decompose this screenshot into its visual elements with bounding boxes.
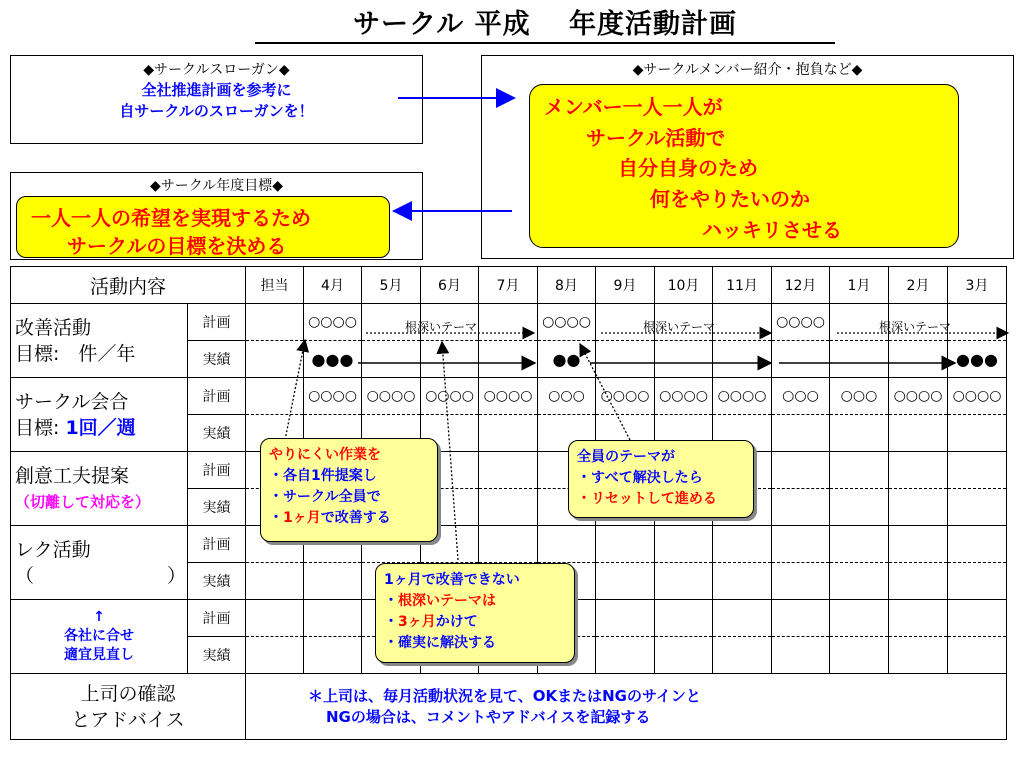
callout3-bullet-a: ・ [384,593,398,609]
callout1-one-month: 1ヶ月 [283,510,321,526]
boss-label1: 上司の確認 [80,682,176,705]
adjust-line1: 各社に合せ [64,628,134,644]
slogan-line1: 全社推進計画を参考に [141,81,292,99]
rec-paren: （ ） [15,564,187,587]
month-11: 11月 [713,267,772,304]
meeting-label: サークル会合 [15,390,129,413]
meeting-plan-aug: ○○○ [538,378,596,415]
plan-label: 計画 [188,452,246,489]
kaizen-plan-apr: ○○○○ [304,304,362,341]
kaizen-plan-dec: ○○○○ [772,304,830,341]
month-2: 2月 [889,267,948,304]
kaizen-result-apr: ●●● [304,341,362,378]
meeting-plan-jul: ○○○○ [479,378,538,415]
callout3-kakete: かけて [435,614,478,630]
meeting-plan-jan: ○○○ [830,378,889,415]
month-5: 5月 [362,267,421,304]
pointer-callout3 [442,342,458,560]
goal-header: ◆サークル年度目標◆ [149,178,284,194]
callout1-line3: ・サークル全員で [269,489,381,505]
callout3-three-months: 3ヶ月 [398,614,436,630]
callout3-line2 [384,591,566,612]
meeting-plan-feb: ○○○○ [889,378,948,415]
callout1-line2: ・各自1件提案し [269,468,377,484]
meeting-plan-nov: ○○○○ [713,378,772,415]
month-3: 3月 [948,267,1007,304]
meeting-plan-apr: ○○○○ [304,378,362,415]
members-line4: 何をやりたいのか [650,187,810,211]
month-9: 9月 [596,267,655,304]
goal-line2: サークルの目標を決める [67,234,287,258]
plan-label: 計画 [188,378,246,415]
members-line2: サークル活動で [586,126,726,150]
callout-monthly-kaizen [260,438,438,542]
adjust-arrow: ↑ [93,609,105,625]
callout1-tail: で改善する [320,510,391,526]
callout1-line4 [269,508,429,529]
idea-note: （切離して対応を） [15,492,151,511]
members-line3: 自分自身のため [618,156,758,180]
month-12: 12月 [772,267,830,304]
callout3-line1: 1ヶ月で改善できない [384,572,520,588]
result-label: 実績 [188,489,246,526]
meeting-plan-may: ○○○○ [362,378,421,415]
result-label: 実績 [188,415,246,452]
result-label: 実績 [188,563,246,600]
month-6: 6月 [421,267,479,304]
plan-label: 計画 [188,304,246,341]
month-10: 10月 [655,267,713,304]
boss-note1: ＊上司は、毎月活動状況を見て、OKまたはNGのサインと [308,686,701,705]
meeting-target-prefix: 目標: [15,416,60,439]
kaizen-theme-label-3: 根深いテーマ [879,320,952,334]
callout3-bullet-b: ・ [384,614,398,630]
plan-label: 計画 [188,600,246,637]
slogan-header: ◆サークルスローガン◆ [143,62,290,78]
page-title: サークル 平成 年度活動計画 [255,8,835,44]
kaizen-target: 目標: 件／年 [15,342,136,365]
callout2-line2: ・すべて解決したら [577,470,703,486]
kaizen-result-mar: ●●● [948,341,1007,378]
meeting-target-value: 1回／週 [65,416,136,439]
month-8: 8月 [538,267,596,304]
month-7: 7月 [479,267,538,304]
callout2-line3: ・リセットして進める [577,491,717,507]
meeting-plan-jun: ○○○○ [421,378,479,415]
result-label: 実績 [188,637,246,674]
adjust-line2: 適宜見直し [64,647,134,663]
callout3-line3 [384,612,566,633]
members-line1: メンバー一人一人が [544,95,723,119]
kaizen-result-aug: ●● [538,341,596,378]
kaizen-theme-label-1: 根深いテーマ [405,320,478,334]
result-label: 実績 [188,341,246,378]
goal-line1: 一人一人の希望を実現するため [31,206,311,230]
callout1-bullet: ・ [269,510,283,526]
kaizen-label: 改善活動 [15,316,92,339]
boss-note2: NGの場合は、コメントやアドバイスを記録する [326,707,651,726]
kaizen-plan-aug: ○○○○ [538,304,596,341]
callout3-deep-theme: 根深いテーマは [398,593,496,609]
callout3-line4: ・確実に解決する [384,635,496,651]
pointer-callout1 [285,340,305,440]
rec-label: レク活動 [15,538,91,561]
pointer-callout2 [580,344,630,440]
members-line5: ハッキリさせる [702,218,842,242]
meeting-plan-mar: ○○○○ [948,378,1007,415]
meeting-plan-oct: ○○○○ [655,378,713,415]
meeting-plan-sep: ○○○○ [596,378,655,415]
meeting-plan-dec: ○○○ [772,378,830,415]
month-4: 4月 [304,267,362,304]
callout-reset-themes [568,440,754,518]
members-header: ◆サークルメンバー紹介・抱負など◆ [632,62,863,78]
callout1-line1: やりにくい作業を [269,447,381,463]
month-1: 1月 [830,267,889,304]
owner-header: 担当 [246,267,304,304]
callout2-line1: 全員のテーマが [577,449,675,465]
slogan-line2: 自サークルのスローガンを！ [119,102,314,120]
activity-header: 活動内容 [11,267,246,304]
callout-deep-themes [375,563,575,663]
idea-label: 創意工夫提案 [15,464,130,487]
kaizen-theme-label-2: 根深いテーマ [643,320,716,334]
plan-label: 計画 [188,526,246,563]
boss-label2: とアドバイス [71,708,185,731]
